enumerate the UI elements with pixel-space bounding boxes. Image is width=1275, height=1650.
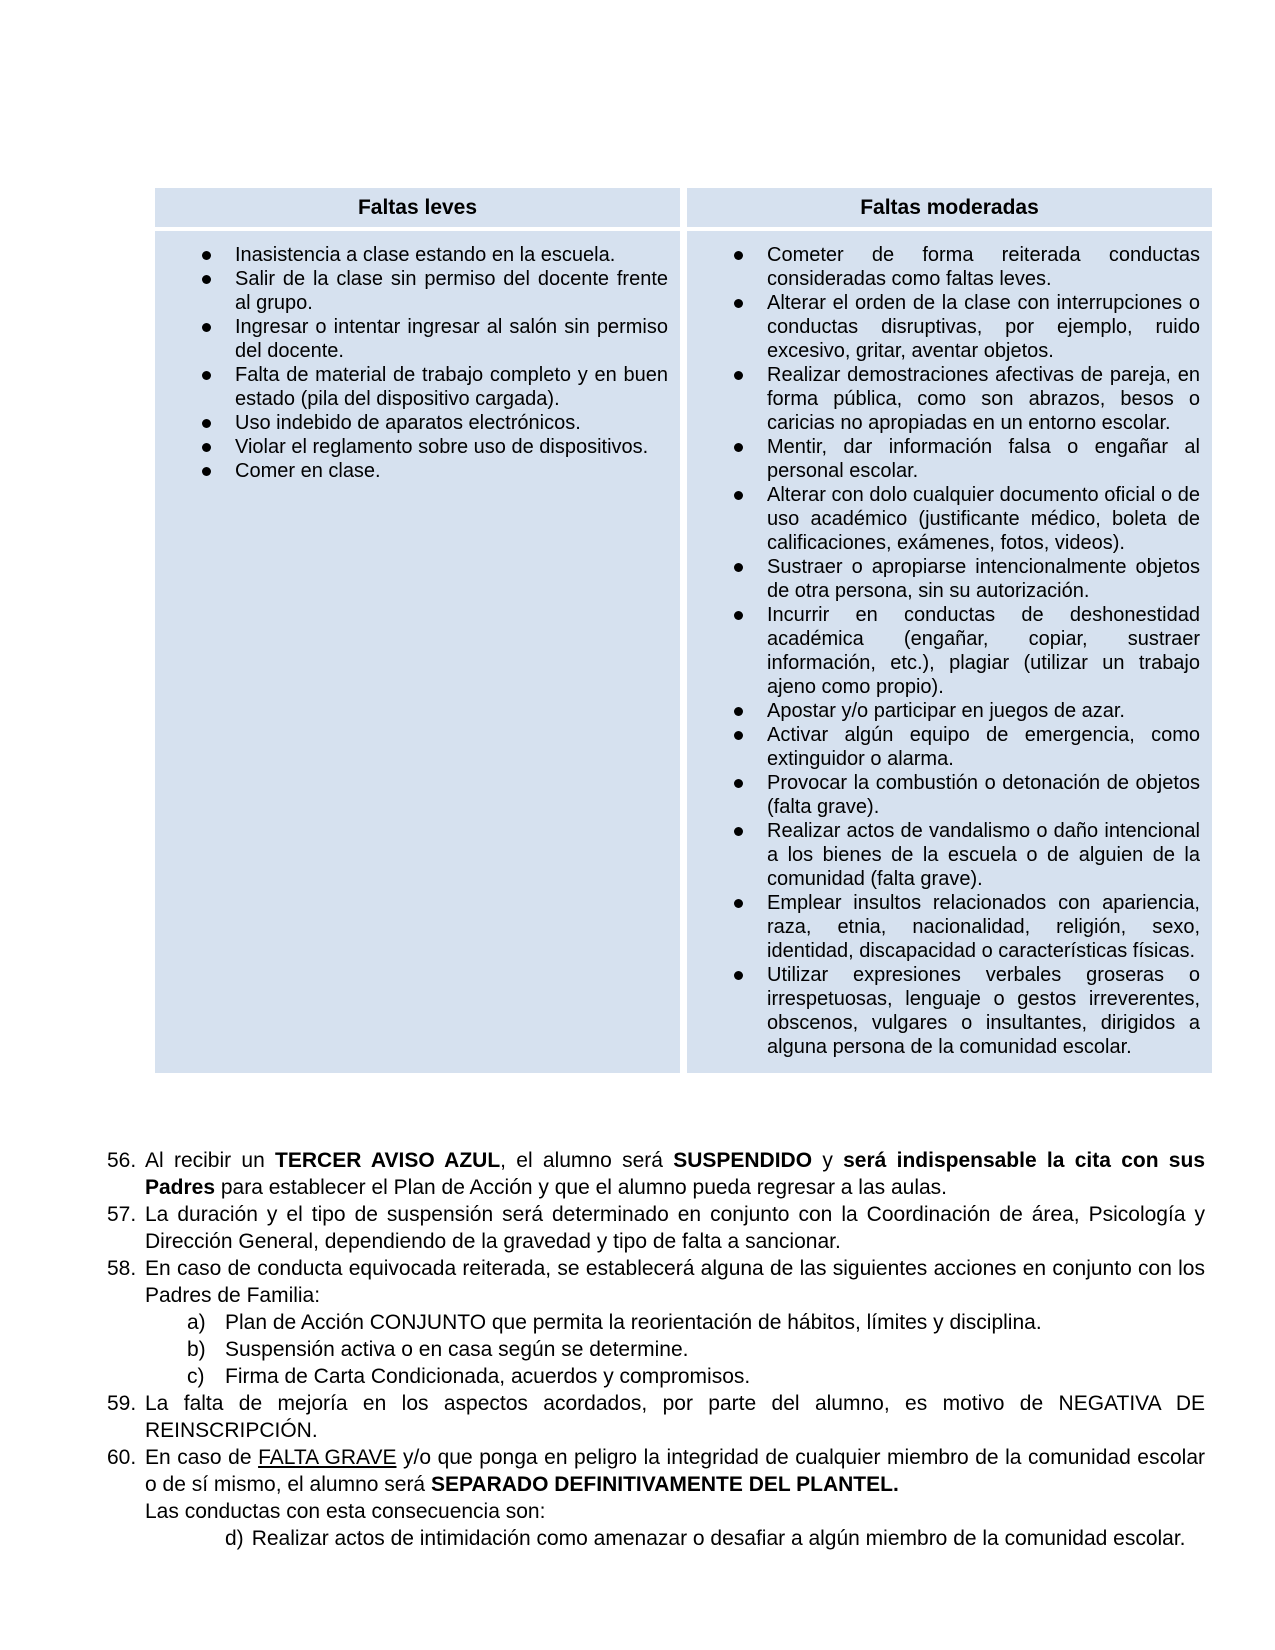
list-item-59 xyxy=(107,1390,1205,1444)
list-item xyxy=(687,363,1200,435)
bullet-icon xyxy=(734,611,743,620)
item-text: Utilizar expresiones verbales groseras o irrespetuosas, lenguaje o gestos irreverentes, obscenos, vulgares o insultantes, dirigidos a alguna persona de la comunidad escolar. xyxy=(767,964,1200,1058)
item-text: Provocar la combustión o detonación de objetos (falta grave). xyxy=(767,772,1200,818)
list-item xyxy=(687,963,1200,1059)
bullet-icon xyxy=(734,899,743,908)
item-text: Salir de la clase sin permiso del docente frente al grupo. xyxy=(235,268,668,314)
sub-item-label: a) xyxy=(187,1311,206,1334)
faltas-moderadas-cell xyxy=(687,231,1212,1073)
item-text: Activar algún equipo de emergencia, como extinguidor o alarma. xyxy=(767,724,1200,770)
list-item xyxy=(155,435,668,459)
list-item xyxy=(687,555,1200,603)
list-item xyxy=(687,243,1200,291)
sub-item-label: b) xyxy=(187,1338,206,1361)
column-header-faltas-leves: Faltas leves xyxy=(155,188,680,227)
item-text: Violar el reglamento sobre uso de dispositivos. xyxy=(235,436,649,458)
item-text: La falta de mejoría en los aspectos acordados, por parte del alumno, es motivo de NEGATIVA DE REINSCRIPCIÓN. xyxy=(145,1392,1205,1442)
bullet-icon xyxy=(202,371,211,380)
sub-item-text: Realizar actos de intimidación como amenazar o desafiar a algún miembro de la comunidad escolar. xyxy=(251,1527,1186,1550)
item-number: 58. xyxy=(107,1257,137,1280)
bullet-icon xyxy=(202,275,211,284)
bullet-icon xyxy=(202,443,211,452)
list-item xyxy=(155,267,668,315)
list-item xyxy=(687,771,1200,819)
table-header-row xyxy=(155,188,1212,227)
bullet-icon xyxy=(734,251,743,260)
list-item xyxy=(687,819,1200,891)
list-item xyxy=(155,243,668,267)
item-text: En caso de conducta equivocada reiterada, se establecerá alguna de las siguientes acciones en conjunto con los Padres de Familia: a) Plan de Acción CONJUNTO que permita la reorientación de hábitos, límites y disciplina. b) Suspensión activa o en casa según se determine. c) Firma de Carta Condicionada, acuerdos y compromisos. xyxy=(145,1257,1205,1388)
item-text: Apostar y/o participar en juegos de azar. xyxy=(767,700,1125,722)
item-text: Sustraer o apropiarse intencionalmente objetos de otra persona, sin su autorización. xyxy=(767,556,1200,602)
sub-item-text: Firma de Carta Condicionada, acuerdos y compromisos. xyxy=(225,1365,751,1388)
item-number: 57. xyxy=(107,1203,137,1226)
list-item xyxy=(155,315,668,363)
sub-item-d xyxy=(225,1525,1205,1552)
item-number: 56. xyxy=(107,1149,137,1172)
item-text: Falta de material de trabajo completo y en buen estado (pila del dispositivo cargada). xyxy=(235,364,668,410)
item-text: Alterar el orden de la clase con interrupciones o conductas disruptivas, por ejemplo, ruido excesivo, gritar, aventar objetos. xyxy=(767,292,1200,362)
item-text: Cometer de forma reiterada conductas consideradas como faltas leves. xyxy=(767,244,1200,290)
list-item-56 xyxy=(107,1147,1205,1201)
list-item xyxy=(687,699,1200,723)
item-text: Alterar con dolo cualquier documento oficial o de uso académico (justificante médico, boleta de calificaciones, exámenes, fotos, videos). xyxy=(767,484,1200,554)
list-item xyxy=(687,891,1200,963)
faltas-leves-cell xyxy=(155,231,680,1073)
bullet-icon xyxy=(734,491,743,500)
list-item xyxy=(687,291,1200,363)
list-item xyxy=(155,363,668,411)
sub-item-b xyxy=(187,1336,1205,1363)
list-item-58 xyxy=(107,1255,1205,1390)
item-text: Incurrir en conductas de deshonestidad académica (engañar, copiar, sustraer información, etc.), plagiar (utilizar un trabajo ajeno como propio). xyxy=(767,604,1200,698)
item-number: 60. xyxy=(107,1446,137,1469)
faltas-leves-list xyxy=(155,243,668,483)
bullet-icon xyxy=(734,371,743,380)
bullet-icon xyxy=(734,731,743,740)
list-item xyxy=(687,435,1200,483)
item-text: Al recibir un TERCER AVISO AZUL, el alumno será SUSPENDIDO y será indispensable la cita con sus Padres para establecer el Plan de Acción y que el alumno pueda regresar a las aulas. xyxy=(145,1149,1205,1199)
sub-item-a xyxy=(187,1309,1205,1336)
sub-item-label: c) xyxy=(187,1365,205,1388)
list-item xyxy=(155,411,668,435)
bullet-icon xyxy=(734,971,743,980)
list-item xyxy=(687,483,1200,555)
item-text: Inasistencia a clase estando en la escuela. xyxy=(235,244,616,266)
item-text: Mentir, dar información falsa o engañar al personal escolar. xyxy=(767,436,1200,482)
item-text: La duración y el tipo de suspensión será determinado en conjunto con la Coordinación de área, Psicología y Dirección General, dependiendo de la gravedad y tipo de falta a sancionar. xyxy=(145,1203,1205,1253)
sub-item-text: Suspensión activa o en casa según se determine. xyxy=(225,1338,689,1361)
bullet-icon xyxy=(202,419,211,428)
list-item xyxy=(687,723,1200,771)
item-number: 59. xyxy=(107,1392,137,1415)
bullet-icon xyxy=(202,467,211,476)
bullet-icon xyxy=(734,779,743,788)
faltas-table xyxy=(155,188,1212,1073)
sub-item-label: d) xyxy=(225,1527,244,1550)
item-text: En caso de FALTA GRAVE y/o que ponga en peligro la integridad de cualquier miembro de la comunidad escolar o de sí mismo, el alumno será SEPARADO DEFINITIVAMENTE DEL PLANTEL. Las conductas con esta consecuencia son: d) Realizar actos de intimidación como amenazar o desafiar a algún miembro de la comunidad escolar. xyxy=(145,1446,1206,1550)
item-text: Realizar demostraciones afectivas de pareja, en forma pública, como son abrazos, besos o caricias no apropiadas en un entorno escolar. xyxy=(767,364,1200,434)
numbered-list xyxy=(107,1147,1205,1552)
item-text: Emplear insultos relacionados con apariencia, raza, etnia, nacionalidad, religión, sexo, identidad, discapacidad o características físicas. xyxy=(767,892,1200,962)
consequences-note: Las conductas con esta consecuencia son: xyxy=(145,1500,546,1523)
item-text: Comer en clase. xyxy=(235,460,381,482)
table-body-row xyxy=(155,231,1212,1073)
faltas-moderadas-list xyxy=(687,243,1200,1059)
list-item-57 xyxy=(107,1201,1205,1255)
bullet-icon xyxy=(734,707,743,716)
sub-item-c xyxy=(187,1363,1205,1390)
item-text: Ingresar o intentar ingresar al salón sin permiso del docente. xyxy=(235,316,668,362)
bullet-icon xyxy=(734,299,743,308)
bullet-icon xyxy=(202,251,211,260)
bullet-icon xyxy=(734,443,743,452)
item-text: Realizar actos de vandalismo o daño intencional a los bienes de la escuela o de alguien de la comunidad (falta grave). xyxy=(767,820,1200,890)
list-item-60 xyxy=(107,1444,1205,1552)
sub-item-text: Plan de Acción CONJUNTO que permita la reorientación de hábitos, límites y disciplina. xyxy=(225,1311,1042,1334)
bullet-icon xyxy=(202,323,211,332)
bullet-icon xyxy=(734,827,743,836)
list-item xyxy=(687,603,1200,699)
list-item xyxy=(155,459,668,483)
column-header-faltas-moderadas: Faltas moderadas xyxy=(687,188,1212,227)
item-text: Uso indebido de aparatos electrónicos. xyxy=(235,412,581,434)
bullet-icon xyxy=(734,563,743,572)
